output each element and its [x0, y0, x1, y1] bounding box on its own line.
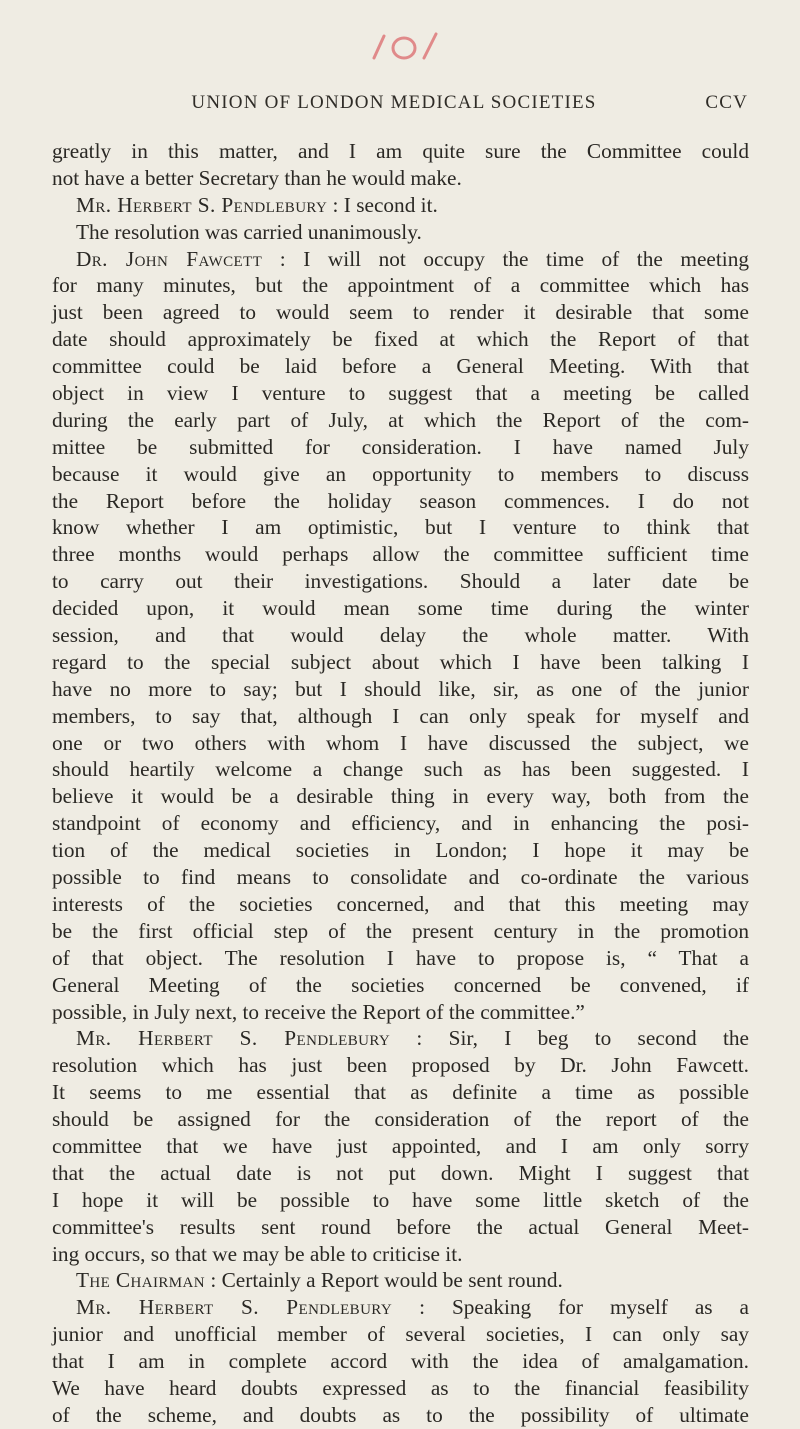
- text-line: decided upon, it would mean some time during the winter: [52, 596, 749, 621]
- text-line: committee could be laid before a General Meeting. With that: [52, 354, 749, 379]
- text-line: junior and unofficial member of several societies, I can only say: [52, 1322, 749, 1347]
- speech-text: : Speaking for myself as a: [392, 1295, 749, 1320]
- text-line: mittee be submitted for consideration. I have named July: [52, 434, 749, 459]
- text-line: The resolution was carried unanimously.: [76, 219, 422, 244]
- text-line: We have heard doubts expressed as to the financial feasibility: [52, 1375, 749, 1400]
- text-line: session, and that would delay the whole matter. With: [52, 623, 749, 648]
- text-line: three months would perhaps allow the committee sufficient time: [52, 542, 749, 567]
- body-text: [52, 138, 749, 1429]
- text-line: that I am in complete accord with the idea of amalgamation.: [52, 1349, 749, 1374]
- running-title: UNION OF LONDON MEDICAL SOCIETIES: [191, 92, 597, 113]
- text-line: resolution which has just been proposed by Dr. John Fawcett.: [52, 1053, 749, 1078]
- speaker-name: Dr. John Fawcett: [76, 246, 263, 271]
- text-line: not have a better Secretary than he would make.: [52, 165, 462, 190]
- page-number: CCV: [705, 92, 748, 113]
- text-line: the Report before the holiday season commences. I do not: [52, 488, 749, 513]
- text-line: possible to find means to consolidate and co-ordinate the various: [52, 865, 749, 890]
- text-line: I hope it will be possible to have some little sketch of the: [52, 1187, 749, 1212]
- text-line: should be assigned for the consideration of the report of the: [52, 1107, 749, 1132]
- text-line: committee's results sent round before the actual General Meet-: [52, 1214, 749, 1239]
- text-line: for many minutes, but the appointment of a committee which has: [52, 273, 749, 298]
- text-line: believe it would be a desirable thing in every way, both from the: [52, 784, 749, 809]
- text-line: ing occurs, so that we may be able to criticise it.: [52, 1241, 463, 1266]
- text-line: of that object. The resolution I have to propose is, “ That a: [52, 945, 749, 970]
- text-line: because it would give an opportunity to members to discuss: [52, 461, 749, 486]
- handwritten-folio-mark: [364, 28, 444, 64]
- speaker-name: The Chairman: [76, 1268, 206, 1293]
- text-line: should heartily welcome a change such as has been suggested. I: [52, 757, 749, 782]
- text-line: just been agreed to would seem to render it desirable that some: [52, 300, 749, 325]
- text-line: of the scheme, and doubts as to the possibility of ultimate: [52, 1402, 749, 1427]
- speaker-name: Mr. Herbert S. Pendlebury: [76, 1026, 391, 1051]
- text-line: object in view I venture to suggest that a meeting be called: [52, 381, 749, 406]
- text-line: tion of the medical societies in London; I hope it may be: [52, 838, 749, 863]
- text-line: standpoint of economy and efficiency, and in enhancing the posi-: [52, 811, 749, 836]
- text-line: date should approximately be fixed at which the Report of that: [52, 327, 749, 352]
- speaker-line: [52, 246, 749, 273]
- text-line: General Meeting of the societies concerned be convened, if: [52, 972, 749, 997]
- speaker-name: Mr. Herbert S. Pendlebury: [76, 192, 328, 217]
- speaker-line: [52, 1025, 749, 1052]
- speech-text: : Sir, I beg to second the: [390, 1026, 749, 1051]
- text-line: to carry out their investigations. Should a later date be: [52, 569, 749, 594]
- speaker-line: [52, 1267, 749, 1294]
- speaker-line: [52, 192, 749, 219]
- text-line: committee that we have just appointed, and I am only sorry: [52, 1133, 749, 1158]
- running-head: [40, 92, 748, 120]
- text-line: greatly in this matter, and I am quite sure the Committee could: [52, 139, 749, 163]
- text-line: have no more to say; but I should like, sir, as one of the junior: [52, 676, 749, 701]
- text-line: that the actual date is not put down. Might I suggest that: [52, 1160, 749, 1185]
- speech-text: : I will not occupy the time of the meeting: [262, 246, 749, 271]
- text-line: interests of the societies concerned, and that this meeting may: [52, 891, 749, 916]
- text-line: It seems to me essential that as definite a time as possible: [52, 1080, 749, 1105]
- text-line: during the early part of July, at which the Report of the com-: [52, 407, 749, 432]
- text-line: one or two others with whom I have discussed the subject, we: [52, 730, 749, 755]
- text-line: regard to the special subject about which I have been talking I: [52, 649, 749, 674]
- text-line: possible, in July next, to receive the Report of the committee.”: [52, 999, 585, 1024]
- speech-text: : Certainly a Report would be sent round.: [205, 1268, 563, 1293]
- text-line: be the first official step of the present century in the promotion: [52, 918, 749, 943]
- text-line: know whether I am optimistic, but I venture to think that: [52, 515, 749, 540]
- text-line: members, to say that, although I can only speak for myself and: [52, 703, 749, 728]
- speaker-line: [52, 1294, 749, 1321]
- speech-text: : I second it.: [327, 192, 438, 217]
- speaker-name: Mr. Herbert S. Pendlebury: [76, 1295, 393, 1320]
